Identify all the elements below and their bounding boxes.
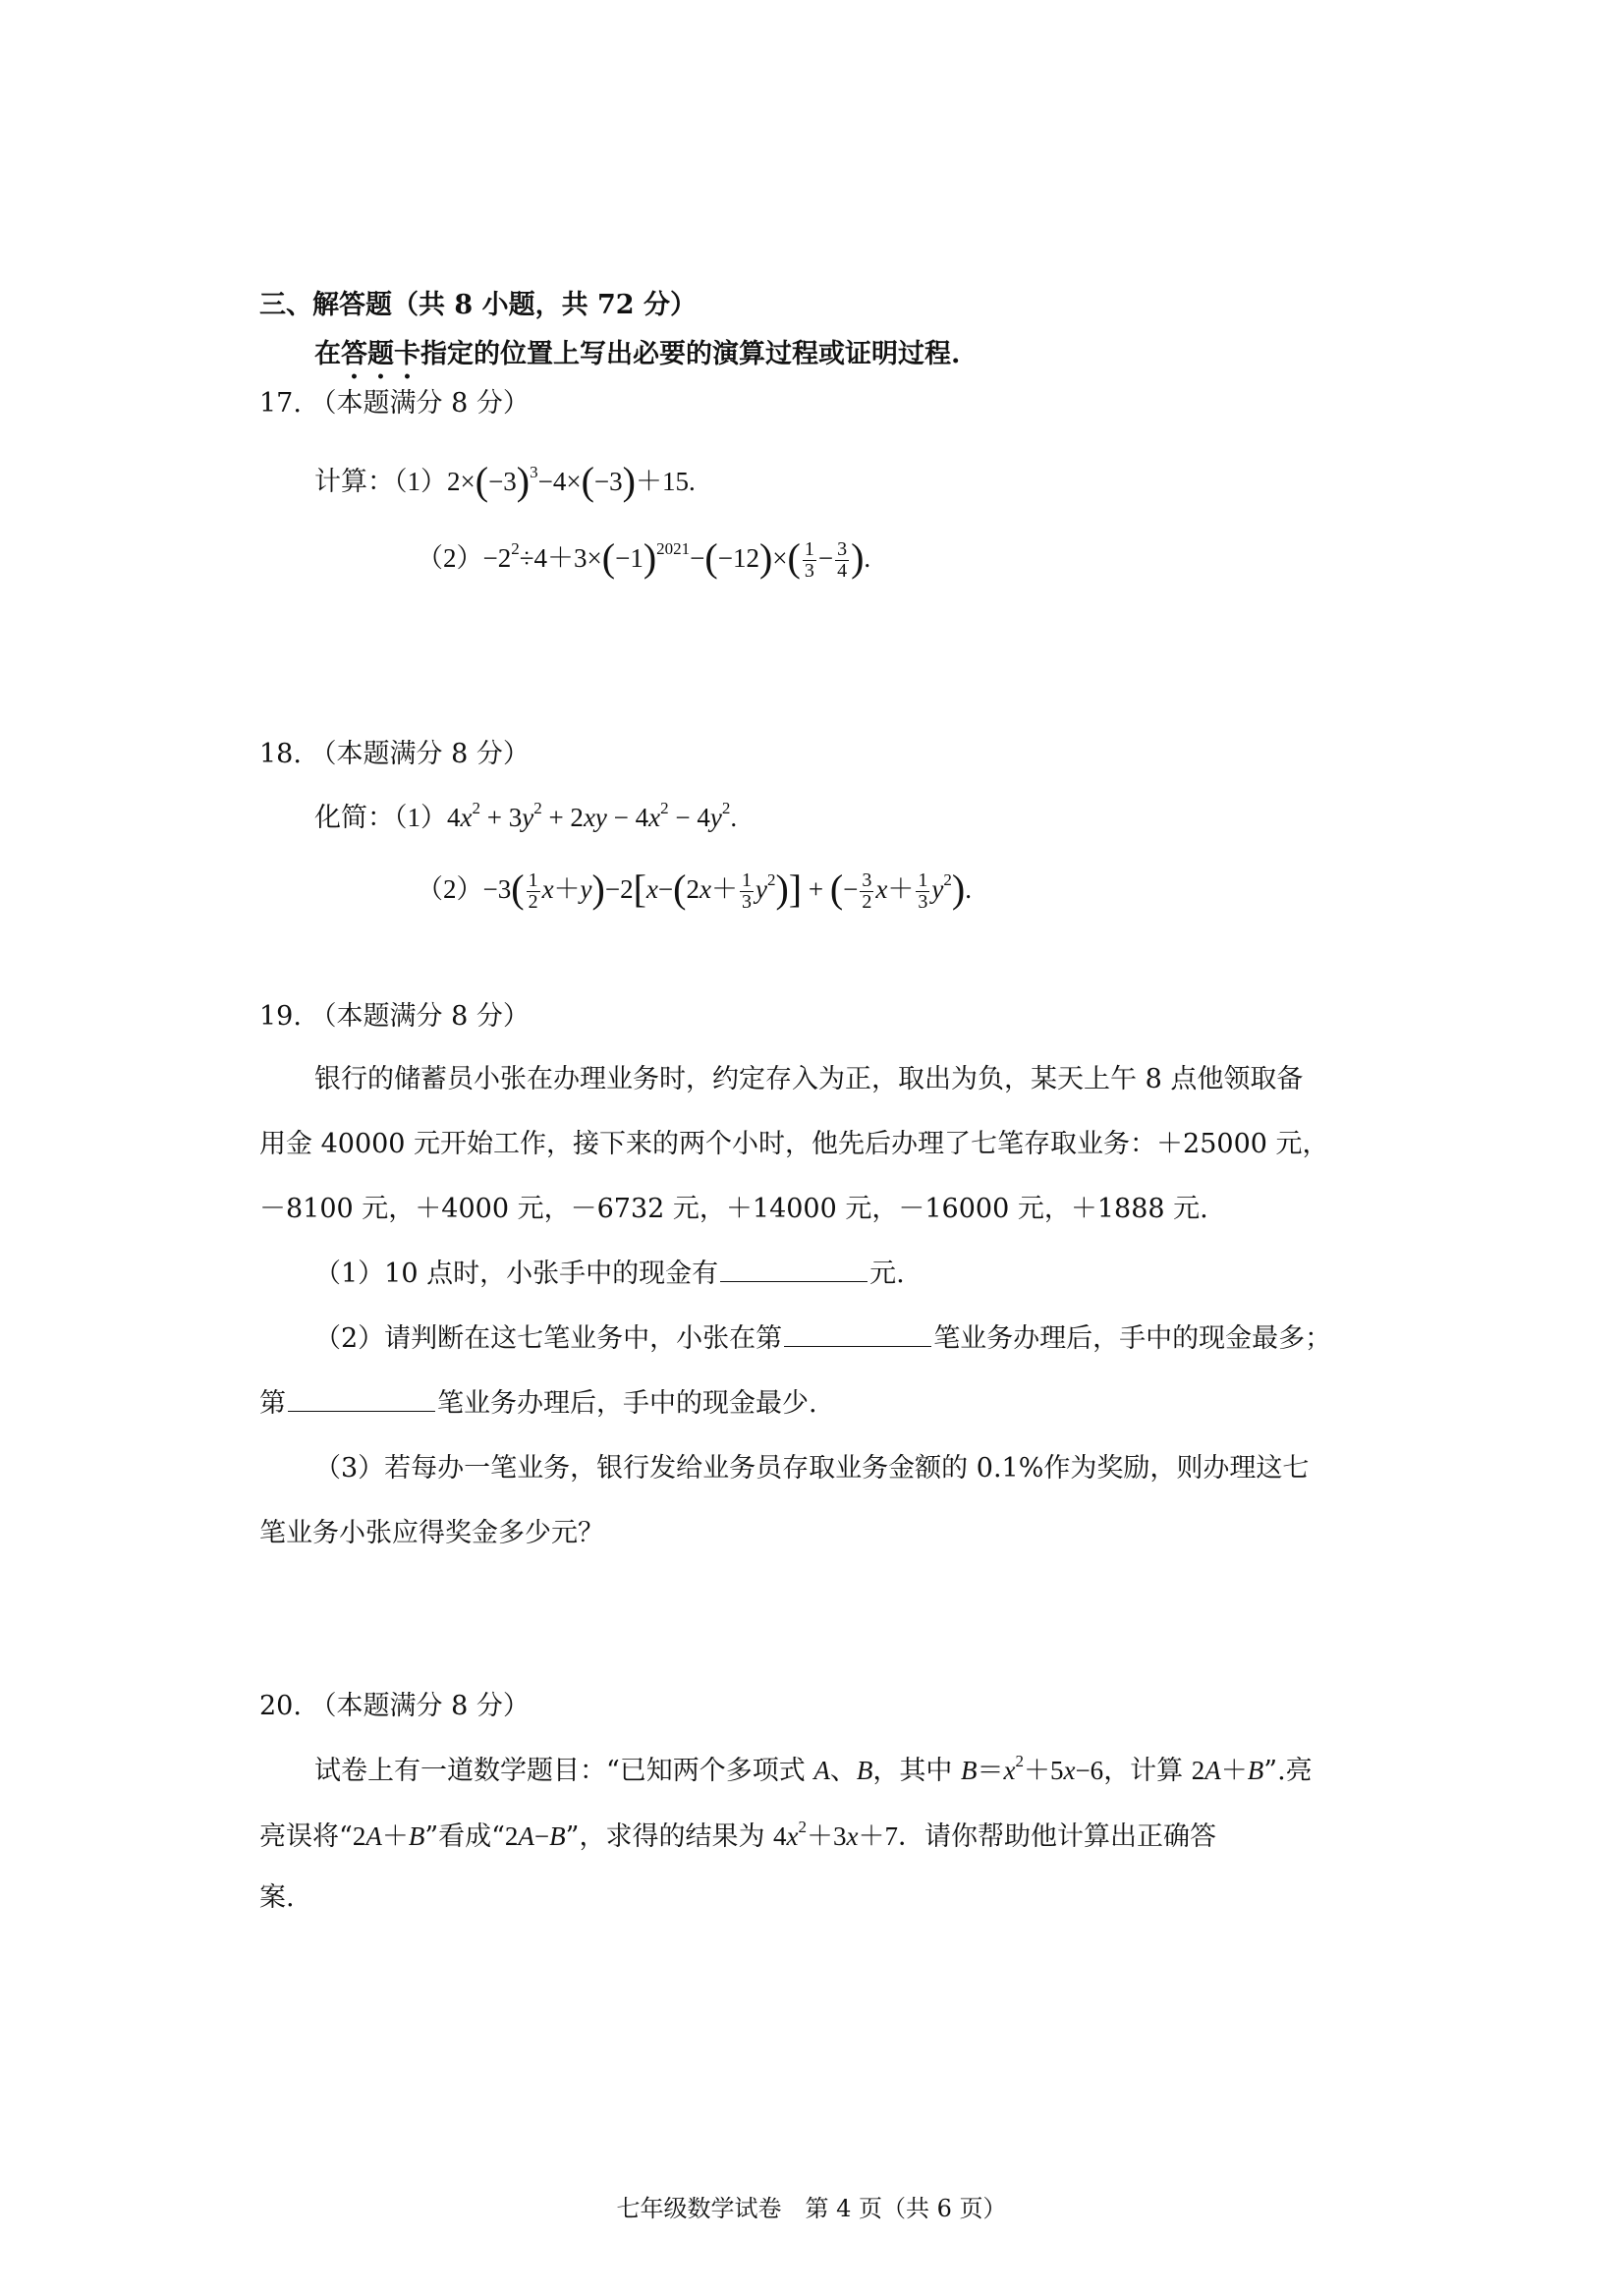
question-17-part-2: $(2)-2^2\div 4+3\times(-1)^{2021}-(-12)\times$( $\frac{1}{3}$ − $\frac{3}{4}$ ).: [417, 535, 871, 583]
question-17-part-1: 计算：$(1)2\times(-3)^3-4\times(-3)+15$.: [314, 459, 696, 503]
answer-blank[interactable]: [784, 1320, 931, 1347]
question-17-heading: 17. （本题满分 8 分）: [259, 388, 530, 419]
answer-blank[interactable]: [288, 1385, 435, 1412]
question-19-part-1: （1）10 点时，小张手中的现金有 元.: [314, 1255, 905, 1294]
question-20-heading: 20. （本题满分 8 分）: [259, 1691, 530, 1721]
question-18-label: 化简：: [314, 803, 394, 832]
section-instruction: 在答题卡指定的位置上写出必要的演算过程或证明过程.: [314, 339, 961, 369]
question-19-text-line-2: 用金 40000 元开始工作，接下来的两个小时，他先后办理了七笔存取业务：＋25000 元，: [259, 1129, 1329, 1159]
question-20-text-line-2: 亮误将“2A＋B”看成“2A−B”，求得的结果为 $4x^2+3x+7$．请你帮助他计算出正确答: [259, 1818, 1217, 1852]
question-18-part-1: 化简：$(1)4x^2 + 3y^2 + 2xy - 4x^2 - 4y^2$.: [314, 799, 738, 832]
question-18-part-2: （2）−3( $\frac{1}{2}$ x＋y)−2[x−(2x＋ $\frac{1}{3}$ $y^2$)] + (− $\frac{3}{2}$ x＋ $\frac{1}{3}$ $y^2$).: [417, 867, 972, 914]
page-footer: 七年级数学试卷 第 4 页（共 6 页）: [616, 2195, 1007, 2222]
question-19-part-3-continued: 笔业务小张应得奖金多少元？: [259, 1518, 604, 1548]
question-19-part-2: （2）请判断在这七笔业务中，小张在第 笔业务办理后，手中的现金最多；: [314, 1319, 1331, 1359]
question-17-label: 计算：: [314, 467, 394, 496]
question-19-text-line-3: －8100 元，＋4000 元，－6732 元，＋14000 元，－16000 元，＋1888 元.: [259, 1194, 1208, 1224]
question-20-text-line-3: 案.: [259, 1882, 295, 1913]
question-19-heading: 19. （本题满分 8 分）: [259, 1001, 530, 1032]
question-18-heading: 18. （本题满分 8 分）: [259, 739, 530, 769]
answer-blank[interactable]: [720, 1256, 867, 1282]
question-19-part-3: （3）若每办一笔业务，银行发给业务员存取业务金额的 0.1%作为奖励，则办理这七: [314, 1453, 1310, 1484]
question-20-text-line-1: 试卷上有一道数学题目：“已知两个多项式 A、B，其中 $B=x^2+5x-6$，计算 2A＋B”.亮: [314, 1752, 1313, 1786]
question-19-part-2-continued: 第 笔业务办理后，手中的现金最少.: [259, 1384, 817, 1424]
emphasized-text: 答题卡: [341, 339, 420, 369]
question-19-text-line-1: 银行的储蓄员小张在办理业务时，约定存入为正，取出为负，某天上午 8 点他领取备: [314, 1064, 1304, 1094]
section-title: 三、解答题（共 8 小题，共 72 分）: [259, 290, 697, 320]
